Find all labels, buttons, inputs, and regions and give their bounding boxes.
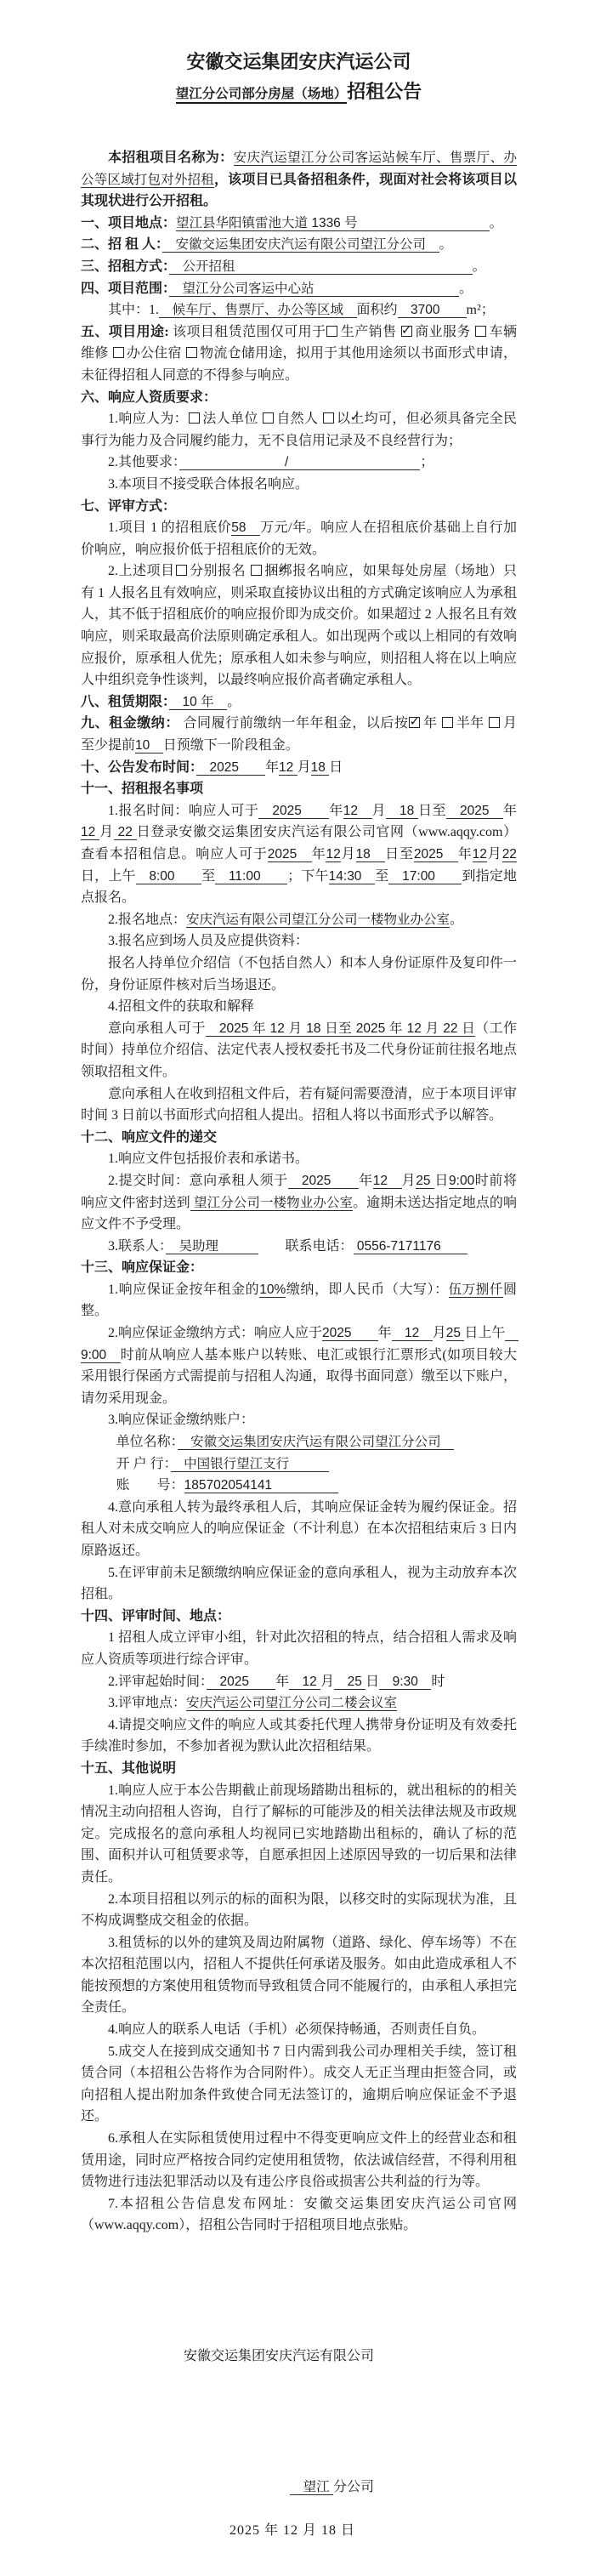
section-8-lease-term: 八、租赁期限： 10 年 。: [81, 694, 241, 709]
section-15-heading: 十五、其他说明: [81, 1760, 177, 1776]
section-13-item-5: 5.在评审前未足额缴纳响应保证金的意向承租人，视为主动放弃本次招租。: [81, 1565, 517, 1602]
checkbox-empty-icon: [475, 326, 486, 337]
section-11-item-3: 3.报名应到场人员及应提供资料：: [108, 934, 309, 949]
fill-in-field: 0556-7171176: [353, 1238, 468, 1254]
doc-title: 安徽交运集团安庆汽运公司: [186, 51, 411, 72]
section-7-heading: 七、评审方式：: [81, 498, 177, 514]
fill-in-field: 12: [372, 1173, 402, 1188]
section-6-item-3: 3.本项目不接受联合体报名响应。: [108, 476, 309, 492]
fill-in-field: 25: [334, 1674, 366, 1689]
section-13-heading: 十三、响应保证金：: [81, 1260, 204, 1276]
fill-in-field: 25: [445, 1326, 465, 1341]
fill-in-field: 望江分公司一楼物业办公室: [190, 1195, 354, 1210]
fill-in-field: 25: [416, 1173, 435, 1188]
fill-in-field: 2025: [267, 847, 312, 862]
fill-in-field: 12: [279, 759, 298, 775]
fill-in-field: 2025: [287, 1173, 360, 1188]
signature-company: 安徽交运集团安庆汽运有限公司: [183, 2349, 374, 2363]
section-15-item-7: 7.本招租公告信息发布网址：安徽交运集团安庆汽运公司官网（www.aqqy.com），招租公告同时于招租项目地点张贴。: [81, 2196, 517, 2233]
section-15-item-1: 1.响应人应于本公告期截止前现场踏勘出租标的，就出租标的的相关情况主动向招租人咨询，自行了解标的可能涉及的相关法律法规及市政规定。完成报名的意向承租人均视同已实地踏勘出租标的，确认了标的范围、面积并认可租赁要求等，自愿承担因上述原因导致的一切后果和法律责任。: [81, 1783, 517, 1885]
fill-in-field: 11:00: [215, 868, 288, 884]
section-6-item-2: 2.其他要求： / ；: [108, 455, 434, 470]
fill-in-field: 2025: [258, 803, 330, 818]
section-11-item-1: 1.报名时间：响应人可于 2025 年12 月 18 日至 2025 年12 月 22 日登录安徽交运集团安庆汽运有限公司官网（www.aqqy.com）查看本招租信息。响应人可于2025 年12月18 日至2025 年12月22日，上午 8:00 至 11:00 ；下午14:30 至 17:00 到指定地点报名。: [81, 803, 517, 906]
section-7-item-1: 1.项目 1 的招租底价58 万元/年。响应人在招租底价基础上自行加价响应，响应报价低于招租底价的无效。: [81, 520, 517, 557]
section-9-rent-payment: 九、租金缴纳： 合同履行前缴纳一年年租金，以后按 ✓ 年 半年 月 至少提前10 日预缴下一阶段租金。: [81, 713, 517, 756]
fill-in-field: 12: [343, 803, 372, 818]
deposit-account-bank: 开 户 行： 中国银行望江支行: [116, 1456, 329, 1471]
section-13-item-3: 3.响应保证金缴纳账户：: [108, 1413, 255, 1428]
section-12-item-3-contact: 3.联系人： 吴助理 联系电话： 0556-7171176: [108, 1238, 468, 1254]
fill-in-field: 望江分公司部分房屋（场地）: [176, 87, 348, 104]
fill-in-field: /: [179, 455, 421, 470]
fill-in-field: 伍万捌仟: [448, 1282, 503, 1297]
fill-in-field: 公开招租: [169, 259, 473, 274]
fill-in-field: 2025: [207, 1674, 275, 1689]
section-14-item-2: 2.评审起始时间： 2025 年 12 月 25 日 9:30 时: [108, 1674, 445, 1689]
section-14-heading: 十四、评审时间、地点：: [81, 1608, 231, 1624]
section-11-item-4-detail-2: 意向承租人在收到招租文件后，若有疑问需要澄清，应于本项目评审时间 3 日前以书面形式向招租人提出。招租人将以书面形式予以解答。: [81, 1086, 517, 1123]
fill-in-field: 58: [231, 520, 261, 536]
section-5-project-use: 五、项目用途: 该项目租赁范围仅可用于 生产销售 ✓商业服务 车辆维修 办公住宿 物流仓储用途，拟用于其他用途须以书面形式申请，未征得招租人同意的不得参与响应。: [81, 321, 517, 387]
fill-in-field: 3700: [397, 303, 467, 318]
fill-in-field: 望江: [290, 2479, 333, 2494]
section-15-item-2: 2.本项目招租以列示的标的面积为限，以移交时的实际现状为准，且不构成调整成交租金的依据。: [81, 1891, 517, 1929]
fill-in-field: 14:30: [328, 868, 376, 884]
intro-paragraph: 本招租项目名称为：安庆汽运望江分公司客运站候车厅、售票厅、办公等区域打包对外招租，该项目已具备招租条件，现面对社会将该项目以其现状进行公开招租。: [81, 151, 517, 209]
checkbox-empty-icon: [442, 717, 453, 728]
section-12-item-2: 2.提交时间：意向承租人须于 2025 年12 月25 日9:00时前将响应文件密封送到 望江分公司一楼物业办公室。逾期未送达指定地点的响应文件不予受理。: [81, 1173, 517, 1232]
fill-in-field: 安庆汽运望江分公司客运站候车厅、售票厅、办公等区域打包对外招租: [81, 151, 517, 187]
fill-in-field: 17:00: [388, 868, 462, 884]
fill-in-field: 18: [386, 803, 419, 818]
fill-in-field: 10 年: [169, 694, 228, 709]
fill-in-field: 安徽交运集团安庆汽运有限公司望江分公司: [162, 237, 439, 253]
section-6-item-1: 1.响应人为： 法人单位 自然人 ✓以上均可，但必须具备完全民事行为能力及合同履约能力，无不良信用记录及不良经营行为；: [81, 408, 517, 452]
section-14-item-4: 4.请提交响应文件的响应人或其委托代理人携带身份证明及有效委托手续准时参加，不参加者视为默认此次招租结果。: [81, 1717, 517, 1754]
section-14-item-1: 1 招租人成立评审小组，针对此次招租的特点，结合招租人需求及响应人资质等项进行综合评审。: [81, 1630, 517, 1667]
checkbox-empty-icon: [263, 412, 274, 424]
checkbox-empty-icon: [186, 347, 197, 358]
deposit-account-unit-name: 单位名称： 安徽交运集团安庆汽运有限公司望江分公司: [116, 1435, 455, 1450]
section-13-item-1: 1.响应保证金按年租金的10%缴纳，即人民币（大写）：伍万捌仟圆整。: [81, 1282, 517, 1319]
section-3-rental-method: 三、招租方式： 公开招租 。: [81, 259, 486, 274]
section-15-item-4: 4.响应人的联系人电话（手机）必须保持畅通，否则责任自负。: [108, 2022, 486, 2038]
section-1-project-location: 一、项目地点：望江县华阳镇雷池大道 1336 号 。: [81, 215, 503, 230]
section-2-lessor: 二、招 租 人： 安徽交运集团安庆汽运有限公司望江分公司 。: [81, 237, 453, 253]
fill-in-field: 候车厅、售票厅、办公等区域: [159, 303, 357, 318]
section-13-item-2: 2.响应保证金缴纳方式：响应人应于2025 年 12 月25 日上午 9:00 时前从响应人基本账户以转账、电汇或银行汇票形式(如项目较大采用银行保函方式需提前与招租人沟通，取得书面同意）缴至以下账户，请勿采用现金。: [81, 1326, 518, 1406]
checkbox-checked-icon: [409, 717, 420, 728]
fill-in-field: 安徽交运集团安庆汽运有限公司望江分公司: [177, 1435, 455, 1450]
fill-in-field: 12: [326, 847, 341, 862]
deposit-account-number: 账 号：185702054141: [116, 1478, 338, 1493]
section-11-item-4-detail-1: 意向承租人可于 2025 年 12 月 18 日至 2025 年 12 月 22 日（工作时间）持单位介绍信、法定代表人授权委托书及二代身份证前往报名地点领取招租文件。: [81, 1021, 517, 1079]
section-6-heading: 六、响应人资质要求：: [81, 390, 218, 405]
section-11-item-2: 2.报名地点：安庆汽运有限公司望江分公司一楼物业办公室。: [108, 912, 464, 927]
section-7-item-2: 2.上述项目 分别报名 ✓捆绑报名响应，如果每处房屋（场地）只有 1 人报名且有效响应，则采取直接协议出租的方式确定该响应人为承租人，其不低于招租底价的响应报价即为成交价。如果超过 2 人报名且有效响应，则采取最高价法原则确定承租人。如出现两个或以上相同的有效响应报价，原承租人优先；原承租人如未参与响应，则招租人将在以上响应人中组织竞争性谈判，以最终响应报价高者确定承租人。: [81, 560, 517, 691]
fill-in-field: 12: [289, 1674, 321, 1689]
fill-in-field: 22: [502, 847, 517, 862]
section-11-item-3-detail: 报名人持单位介绍信（不包括自然人）和本人身份证原件及复印件一份，身份证原件核对后当场退还。: [81, 955, 517, 992]
checkbox-checked-icon: [323, 412, 334, 424]
fill-in-field: 2025: [413, 847, 458, 862]
fill-in-field: 10: [135, 738, 163, 753]
checkbox-empty-icon: [113, 347, 124, 358]
section-12-item-1: 1.响应文件包括报价表和承诺书。: [108, 1152, 309, 1167]
fill-in-field: 安庆汽运有限公司望江分公司一楼物业办公室: [186, 912, 450, 927]
section-11-item-4: 4.招租文件的获取和解释: [108, 999, 255, 1015]
fill-in-field: 望江分公司客运中心站: [169, 281, 460, 296]
fill-in-field: 9:00: [449, 1173, 475, 1188]
checkbox-empty-icon: [176, 565, 187, 576]
fill-in-field: 吴助理: [166, 1238, 258, 1254]
checkbox-checked-icon: [251, 565, 262, 576]
signature-date: 2025 年 12 月 18 日: [229, 2523, 355, 2539]
fill-in-field: 22: [113, 825, 137, 840]
checkbox-empty-icon: [326, 326, 337, 337]
checkbox-empty-icon: [189, 412, 200, 424]
fill-in-field: 安庆汽运公司望江分公司二楼会议室: [186, 1696, 398, 1711]
fill-in-field: 2025: [322, 1326, 378, 1341]
fill-in-field: 12: [391, 1326, 433, 1341]
fill-in-field: 2025: [446, 803, 503, 818]
fill-in-field: 9:30: [379, 1674, 432, 1689]
section-13-item-4: 4.意向承租人转为最终承租人后，其响应保证金转为履约保证金。招租人对未成交响应人的响应保证金（不计利息）在本次招租结束后 3 日内原路返还。: [81, 1499, 517, 1558]
signature-branch: 望江 分公司: [290, 2479, 374, 2494]
section-11-heading: 十一、招租报名事项: [81, 782, 204, 797]
section-15-item-6: 6.承租人在实际租赁使用过程中不得变更响应文件上的经营业态和租赁用途，同时应严格按合同约定使用租赁物，依法诚信经营，不得利用租赁物进行违法犯罪活动以及有违公序良俗或损害公共利益的行为等。: [81, 2131, 517, 2190]
checkbox-checked-icon: [401, 326, 412, 337]
fill-in-field: 9:00: [81, 1326, 518, 1362]
doc-subtitle: 望江分公司部分房屋（场地）招租公告: [175, 81, 422, 102]
document-body: [81, 47, 517, 2542]
section-12-heading: 十二、响应文件的递交: [81, 1129, 218, 1145]
fill-in-field: 10%: [259, 1282, 286, 1297]
section-4-project-scope: 四、项目范围： 望江分公司客运中心站 。: [81, 281, 473, 296]
fill-in-field: 2025: [196, 759, 265, 775]
fill-in-field: 中国银行望江支行: [170, 1456, 329, 1471]
fill-in-field: 12: [472, 847, 487, 862]
section-14-item-3: 3.评审地点：安庆汽运公司望江分公司二楼会议室: [108, 1696, 398, 1711]
fill-in-field: 18: [355, 847, 386, 862]
checkbox-empty-icon: [489, 717, 500, 728]
fill-in-field: 185702054141: [184, 1478, 338, 1493]
fill-in-field: 2025 年 12 月 18 日至 2025 年 12 月 22 日: [205, 1021, 476, 1036]
fill-in-field: 8:00: [135, 868, 202, 884]
section-15-item-3: 3.租赁标的以外的建筑及周边附属物（道路、绿化、停车场等）不在本次招租范围以内，招租人不提供任何承诺及服务。如由此造成承租人不能按预想的方案使用租赁物而导致租赁合同不能履行的，由承租人承担完全责任。: [81, 1935, 517, 2016]
fill-in-field: 望江县华阳镇雷池大道 1336 号: [176, 215, 490, 230]
fill-in-field: 12: [81, 825, 100, 840]
fill-in-field: 18: [310, 759, 330, 775]
section-15-item-5: 5.成交人在接到成交通知书 7 日内需到我公司办理相关手续，签订租赁合同（本招租公告将作为合同附件）。成交人无正当理由拒签合同，或向招租人提出附加条件致使合同无法签订的，逾期后响应保证金不予退还。: [81, 2044, 517, 2124]
section-10-announcement-date: 十、公告发布时间： 2025 年12 月18 日: [81, 759, 343, 775]
section-4-scope-detail: 其中：1. 候车厅、售票厅、办公等区域 面积约 3700 m²；: [108, 303, 495, 318]
